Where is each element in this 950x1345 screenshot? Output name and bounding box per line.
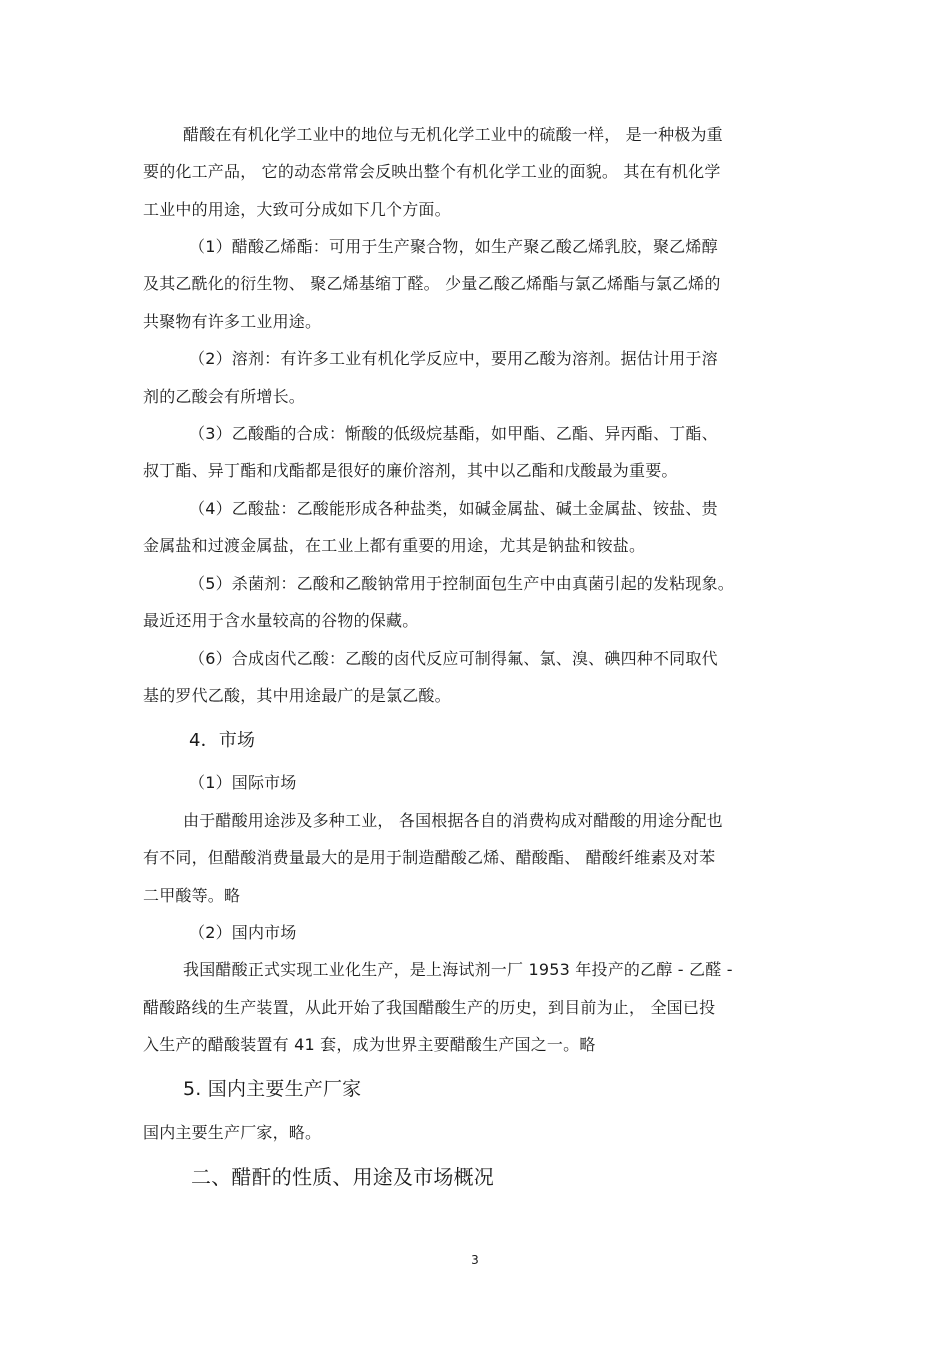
intl-market-line-3: 二甲酸等。略 — [143, 886, 241, 905]
use-5-line-1: （5）杀菌剂：乙酸和乙酸钠常用于控制面包生产中由真菌引起的发粘现象。 — [189, 574, 734, 593]
producers-text: 国内主要生产厂家，略。 — [143, 1123, 322, 1142]
intl-market-heading: （1）国际市场 — [189, 773, 297, 792]
use-2-line-2: 剂的乙酸会有所增长。 — [143, 387, 306, 406]
intro-line-1: 醋酸在有机化学工业中的地位与无机化学工业中的硫酸一样， 是一种极为重 — [183, 125, 723, 144]
use-2-line-1: （2）溶剂：有许多工业有机化学反应中，要用乙酸为溶剂。据估计用于溶 — [189, 349, 718, 368]
intl-market-line-1: 由于醋酸用途涉及多种工业， 各国根据各自的消费构成对醋酸的用途分配也 — [183, 811, 723, 830]
use-1-line-3: 共聚物有许多工业用途。 — [143, 312, 322, 331]
market-heading: 4．市场 — [189, 730, 256, 751]
intro-line-3: 工业中的用途，大致可分成如下几个方面。 — [143, 200, 451, 219]
dom-market-line-1: 我国醋酸正式实现工业化生产，是上海试剂一厂 1953 年投产的乙醇 - 乙醛 - — [183, 960, 733, 979]
intro-line-2: 要的化工产品， 它的动态常常会反映出整个有机化学工业的面貌。 其在有机化学 — [143, 162, 721, 181]
use-1-line-2: 及其乙酰化的衍生物、 聚乙烯基缩丁醛。 少量乙酸乙烯酯与氯乙烯酯与氯乙烯的 — [143, 274, 721, 293]
use-1-line-1: （1）醋酸乙烯酯：可用于生产聚合物，如生产聚乙酸乙烯乳胶，聚乙烯醇 — [189, 237, 718, 256]
page-number: 3 — [471, 1253, 479, 1267]
dom-market-line-3: 入生产的醋酸装置有 41 套，成为世界主要醋酸生产国之一。略 — [143, 1035, 596, 1054]
dom-market-line-2: 醋酸路线的生产装置，从此开始了我国醋酸生产的历史，到目前为止， 全国已投 — [143, 998, 716, 1017]
dom-market-heading: （2）国内市场 — [189, 923, 297, 942]
use-4-line-1: （4）乙酸盐：乙酸能形成各种盐类，如碱金属盐、碱土金属盐、铵盐、贵 — [189, 499, 718, 518]
section2-heading: 二、醋酐的性质、用途及市场概况 — [191, 1165, 494, 1189]
use-4-line-2: 金属盐和过渡金属盐，在工业上都有重要的用途，尤其是钠盐和铵盐。 — [143, 536, 646, 555]
use-3-line-1: （3）乙酸酯的合成：惭酸的低级烷基酯，如甲酯、乙酯、异丙酯、丁酯、 — [189, 424, 718, 443]
intl-market-line-2: 有不同，但醋酸消费量最大的是用于制造醋酸乙烯、醋酸酯、 醋酸纤维素及对苯 — [143, 848, 716, 867]
use-5-line-2: 最近还用于含水量较高的谷物的保藏。 — [143, 611, 419, 630]
producers-heading: 5. 国内主要生产厂家 — [183, 1078, 362, 1100]
use-6-line-1: （6）合成卤代乙酸：乙酸的卤代反应可制得氟、氯、溴、碘四种不同取代 — [189, 649, 718, 668]
use-3-line-2: 叔丁酯、异丁酯和戊酯都是很好的廉价溶剂，其中以乙酯和戊酸最为重要。 — [143, 461, 678, 480]
use-6-line-2: 基的罗代乙酸，其中用途最广的是氯乙酸。 — [143, 686, 451, 705]
